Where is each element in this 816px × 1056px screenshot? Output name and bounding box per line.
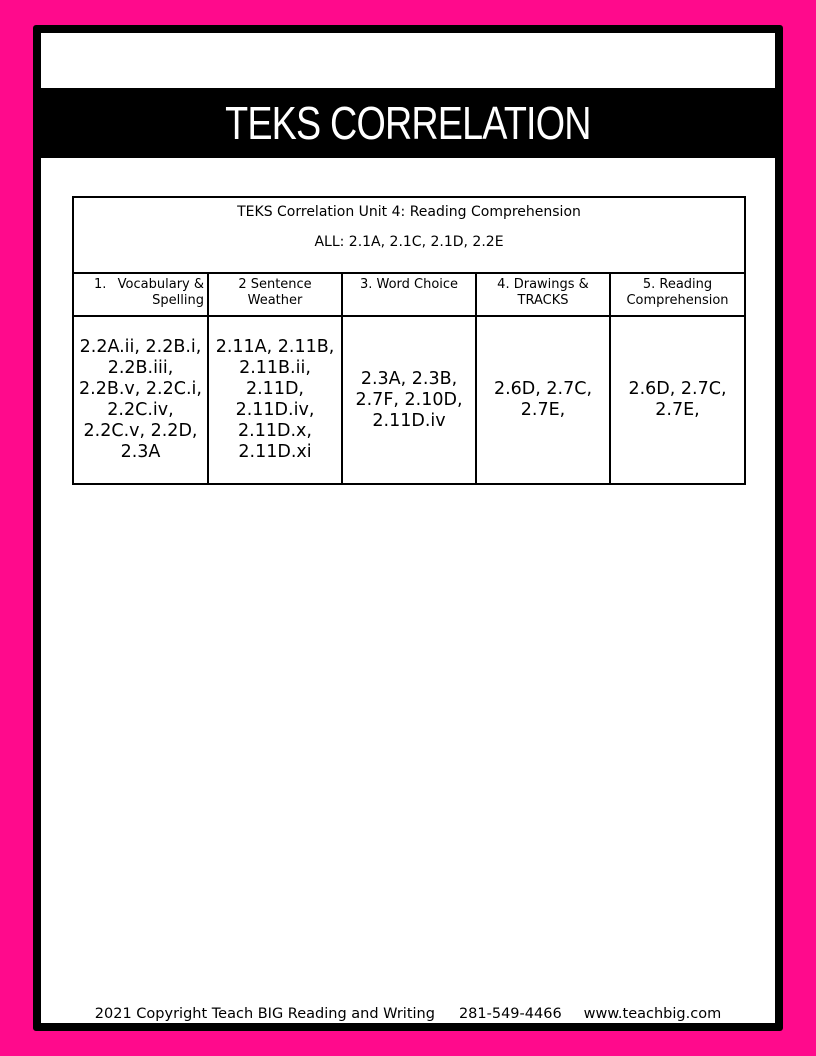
column-label: Vocabulary & Spelling: [117, 277, 204, 308]
teks-table: [72, 196, 746, 485]
page-footer: [41, 1006, 775, 1022]
codes-cell-drawings: 2.6D, 2.7C, 2.7E,: [476, 316, 610, 484]
column-header-sentence-weather: [208, 273, 342, 316]
table-header-cell: [73, 197, 745, 273]
table-title: TEKS Correlation Unit 4: Reading Comprehension: [237, 204, 581, 220]
column-header-word-choice: [342, 273, 476, 316]
footer-copyright: 2021 Copyright Teach BIG Reading and Writing: [94, 1006, 435, 1022]
codes-cell-word-choice: 2.3A, 2.3B, 2.7F, 2.10D, 2.11D.iv: [342, 316, 476, 484]
codes-cell-reading-comprehension: 2.6D, 2.7C, 2.7E,: [610, 316, 745, 484]
column-header-drawings: [476, 273, 610, 316]
footer-phone: 281-549-4466: [458, 1006, 562, 1022]
table-header-row: [73, 197, 745, 273]
column-label: 5. Reading Comprehension: [626, 277, 729, 308]
codes-cell-vocabulary: 2.2A.ii, 2.2B.i, 2.2B.iii, 2.2B.v, 2.2C.i, 2.2C.iv, 2.2C.v, 2.2D, 2.3A: [73, 316, 208, 484]
codes-row: [73, 316, 745, 484]
page-title-banner: [41, 88, 775, 158]
table-all-standards: ALL: 2.1A, 2.1C, 2.1D, 2.2E: [314, 234, 504, 250]
column-header-reading-comprehension: [610, 273, 745, 316]
page-title: TEKS CORRELATION: [225, 97, 591, 149]
column-header-vocabulary: [73, 273, 208, 316]
column-label: 2 Sentence Weather: [238, 277, 312, 308]
column-label: 4. Drawings & TRACKS: [497, 277, 589, 308]
column-header-row: [73, 273, 745, 316]
column-label: 3. Word Choice: [359, 277, 459, 292]
footer-website-link[interactable]: www.teachbig.com: [583, 1006, 722, 1022]
document-page: [33, 25, 783, 1031]
column-number: 1.: [94, 277, 107, 292]
codes-cell-sentence-weather: 2.11A, 2.11B, 2.11B.ii, 2.11D, 2.11D.iv, 2.11D.x, 2.11D.xi: [208, 316, 342, 484]
